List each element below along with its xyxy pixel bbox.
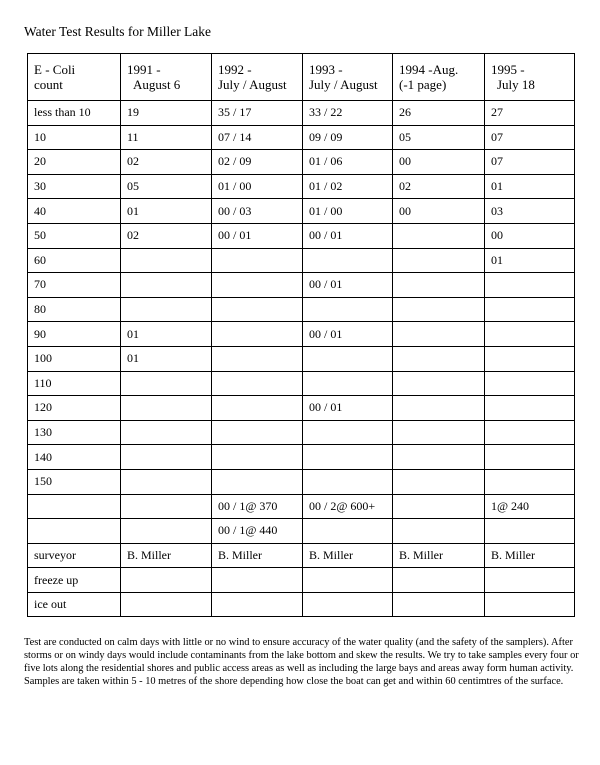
value-cell: 05 (393, 125, 485, 150)
value-cell: B. Miller (485, 543, 575, 568)
header-line-2: July / August (218, 77, 287, 92)
value-cell: 01 (121, 199, 212, 224)
value-cell (393, 592, 485, 617)
value-cell: 07 (485, 150, 575, 175)
row-label-cell: 60 (28, 248, 121, 273)
value-cell: 00 / 01 (303, 273, 393, 298)
table-row (28, 150, 575, 175)
table-row (28, 568, 575, 593)
value-cell: 00 / 1@ 440 (212, 519, 303, 544)
row-label-cell: 140 (28, 445, 121, 470)
value-cell: 05 (121, 174, 212, 199)
value-cell (212, 568, 303, 593)
value-cell (121, 592, 212, 617)
row-label-cell: 30 (28, 174, 121, 199)
row-label-cell (28, 494, 121, 519)
value-cell (485, 371, 575, 396)
header-ecoli-count (28, 54, 121, 101)
value-cell: B. Miller (303, 543, 393, 568)
page-title: Water Test Results for Miller Lake (24, 24, 212, 39)
value-cell (485, 322, 575, 347)
value-cell: 01 (121, 322, 212, 347)
value-cell: 00 / 01 (303, 396, 393, 421)
row-label-cell: 100 (28, 346, 121, 371)
header-1993 (303, 54, 393, 101)
value-cell (393, 297, 485, 322)
value-cell: 33 / 22 (303, 101, 393, 126)
header-line-2: (-1 page) (399, 77, 447, 92)
value-cell (121, 396, 212, 421)
row-label-cell: 90 (28, 322, 121, 347)
table-row (28, 445, 575, 470)
table-row (28, 223, 575, 248)
table-row (28, 346, 575, 371)
notes-paragraph: Test are conducted on calm days with little or no wind to ensure accuracy of the water quality (and the safety of the samplers). After storms or on windy days would include contaminants from the lake bottom and skew the results. We try to take samples every four or five lots along the residential shores and public access areas as well as including the large bays and areas away form human activity. Samples are taken within 5 - 10 metres of the shore depending how close the boat can get and within 60 centimtres of the surface. (24, 637, 579, 687)
value-cell (303, 469, 393, 494)
value-cell: 00 (485, 223, 575, 248)
value-cell: 11 (121, 125, 212, 150)
row-label-cell: 130 (28, 420, 121, 445)
row-label-cell: 50 (28, 223, 121, 248)
value-cell (212, 322, 303, 347)
value-cell: 02 / 09 (212, 150, 303, 175)
value-cell: 03 (485, 199, 575, 224)
header-line-1: 1995 - (491, 62, 525, 77)
table-row (28, 371, 575, 396)
header-1995 (485, 54, 575, 101)
row-label-cell: 150 (28, 469, 121, 494)
value-cell (485, 273, 575, 298)
header-line-2: July / August (309, 77, 378, 92)
value-cell (121, 371, 212, 396)
row-label-cell: 40 (28, 199, 121, 224)
row-label-cell: ice out (28, 592, 121, 617)
value-cell (212, 420, 303, 445)
row-label-cell: 10 (28, 125, 121, 150)
table-row (28, 519, 575, 544)
table-body (28, 101, 575, 617)
value-cell: 00 / 03 (212, 199, 303, 224)
value-cell: 01 (485, 248, 575, 273)
value-cell: 00 / 01 (303, 322, 393, 347)
value-cell (485, 519, 575, 544)
table-row (28, 420, 575, 445)
value-cell (393, 371, 485, 396)
row-label-cell: surveyor (28, 543, 121, 568)
value-cell (303, 568, 393, 593)
header-line-1: 1992 - (218, 62, 252, 77)
value-cell (121, 420, 212, 445)
value-cell: 01 / 06 (303, 150, 393, 175)
value-cell: 01 / 00 (212, 174, 303, 199)
row-label-cell: 120 (28, 396, 121, 421)
table-row (28, 297, 575, 322)
value-cell (212, 445, 303, 470)
value-cell: 07 (485, 125, 575, 150)
table-row (28, 322, 575, 347)
row-label-cell: freeze up (28, 568, 121, 593)
value-cell (212, 592, 303, 617)
value-cell (303, 592, 393, 617)
value-cell (212, 273, 303, 298)
value-cell (303, 445, 393, 470)
value-cell (121, 568, 212, 593)
value-cell (303, 519, 393, 544)
value-cell: 27 (485, 101, 575, 126)
value-cell (393, 223, 485, 248)
value-cell (393, 494, 485, 519)
table-row (28, 592, 575, 617)
value-cell (393, 519, 485, 544)
value-cell: 02 (121, 223, 212, 248)
value-cell (393, 322, 485, 347)
value-cell (121, 445, 212, 470)
value-cell (393, 445, 485, 470)
row-label-cell: less than 10 (28, 101, 121, 126)
value-cell: 07 / 14 (212, 125, 303, 150)
table-row (28, 101, 575, 126)
value-cell (393, 568, 485, 593)
row-label-cell: 70 (28, 273, 121, 298)
row-label-cell (28, 519, 121, 544)
value-cell (121, 248, 212, 273)
value-cell (121, 273, 212, 298)
header-line-2: July 18 (497, 77, 535, 92)
table-row (28, 174, 575, 199)
value-cell (212, 248, 303, 273)
value-cell: 00 / 01 (212, 223, 303, 248)
value-cell (212, 469, 303, 494)
value-cell (485, 445, 575, 470)
value-cell: 01 / 00 (303, 199, 393, 224)
header-line-1: 1994 -Aug. (399, 62, 459, 77)
value-cell: B. Miller (212, 543, 303, 568)
row-label-cell: 20 (28, 150, 121, 175)
header-line-1: E - Coli (34, 62, 76, 77)
value-cell (393, 469, 485, 494)
value-cell (393, 273, 485, 298)
value-cell (393, 346, 485, 371)
value-cell (212, 297, 303, 322)
value-cell (303, 346, 393, 371)
header-line-2: count (34, 77, 63, 92)
table-row (28, 125, 575, 150)
value-cell: 19 (121, 101, 212, 126)
table-row (28, 494, 575, 519)
header-1991 (121, 54, 212, 101)
value-cell (485, 396, 575, 421)
value-cell (121, 469, 212, 494)
value-cell: 09 / 09 (303, 125, 393, 150)
row-label-cell: 110 (28, 371, 121, 396)
value-cell: 35 / 17 (212, 101, 303, 126)
value-cell (212, 396, 303, 421)
value-cell (121, 519, 212, 544)
value-cell (485, 592, 575, 617)
header-row (28, 54, 575, 101)
header-1992 (212, 54, 303, 101)
table-row (28, 396, 575, 421)
row-label-cell: 80 (28, 297, 121, 322)
value-cell (212, 371, 303, 396)
header-line-2: August 6 (133, 77, 181, 92)
table-row (28, 543, 575, 568)
header-1994 (393, 54, 485, 101)
value-cell: 00 / 01 (303, 223, 393, 248)
table-row (28, 199, 575, 224)
value-cell (303, 297, 393, 322)
value-cell: 00 (393, 199, 485, 224)
value-cell (303, 248, 393, 273)
value-cell (212, 346, 303, 371)
value-cell (121, 297, 212, 322)
value-cell (393, 420, 485, 445)
table-row (28, 273, 575, 298)
value-cell (393, 248, 485, 273)
value-cell (303, 371, 393, 396)
value-cell: B. Miller (121, 543, 212, 568)
value-cell: 1@ 240 (485, 494, 575, 519)
value-cell (485, 346, 575, 371)
value-cell (303, 420, 393, 445)
value-cell: 26 (393, 101, 485, 126)
value-cell: 02 (121, 150, 212, 175)
value-cell (485, 469, 575, 494)
value-cell: B. Miller (393, 543, 485, 568)
value-cell: 00 / 1@ 370 (212, 494, 303, 519)
value-cell: 01 / 02 (303, 174, 393, 199)
value-cell: 01 (121, 346, 212, 371)
table-row (28, 469, 575, 494)
value-cell: 02 (393, 174, 485, 199)
value-cell: 00 (393, 150, 485, 175)
value-cell: 01 (485, 174, 575, 199)
table-row (28, 248, 575, 273)
value-cell: 00 / 2@ 600+ (303, 494, 393, 519)
water-test-table (27, 53, 575, 617)
value-cell (485, 297, 575, 322)
header-line-1: 1993 - (309, 62, 343, 77)
value-cell (121, 494, 212, 519)
header-line-1: 1991 - (127, 62, 161, 77)
value-cell (485, 568, 575, 593)
value-cell (393, 396, 485, 421)
value-cell (485, 420, 575, 445)
